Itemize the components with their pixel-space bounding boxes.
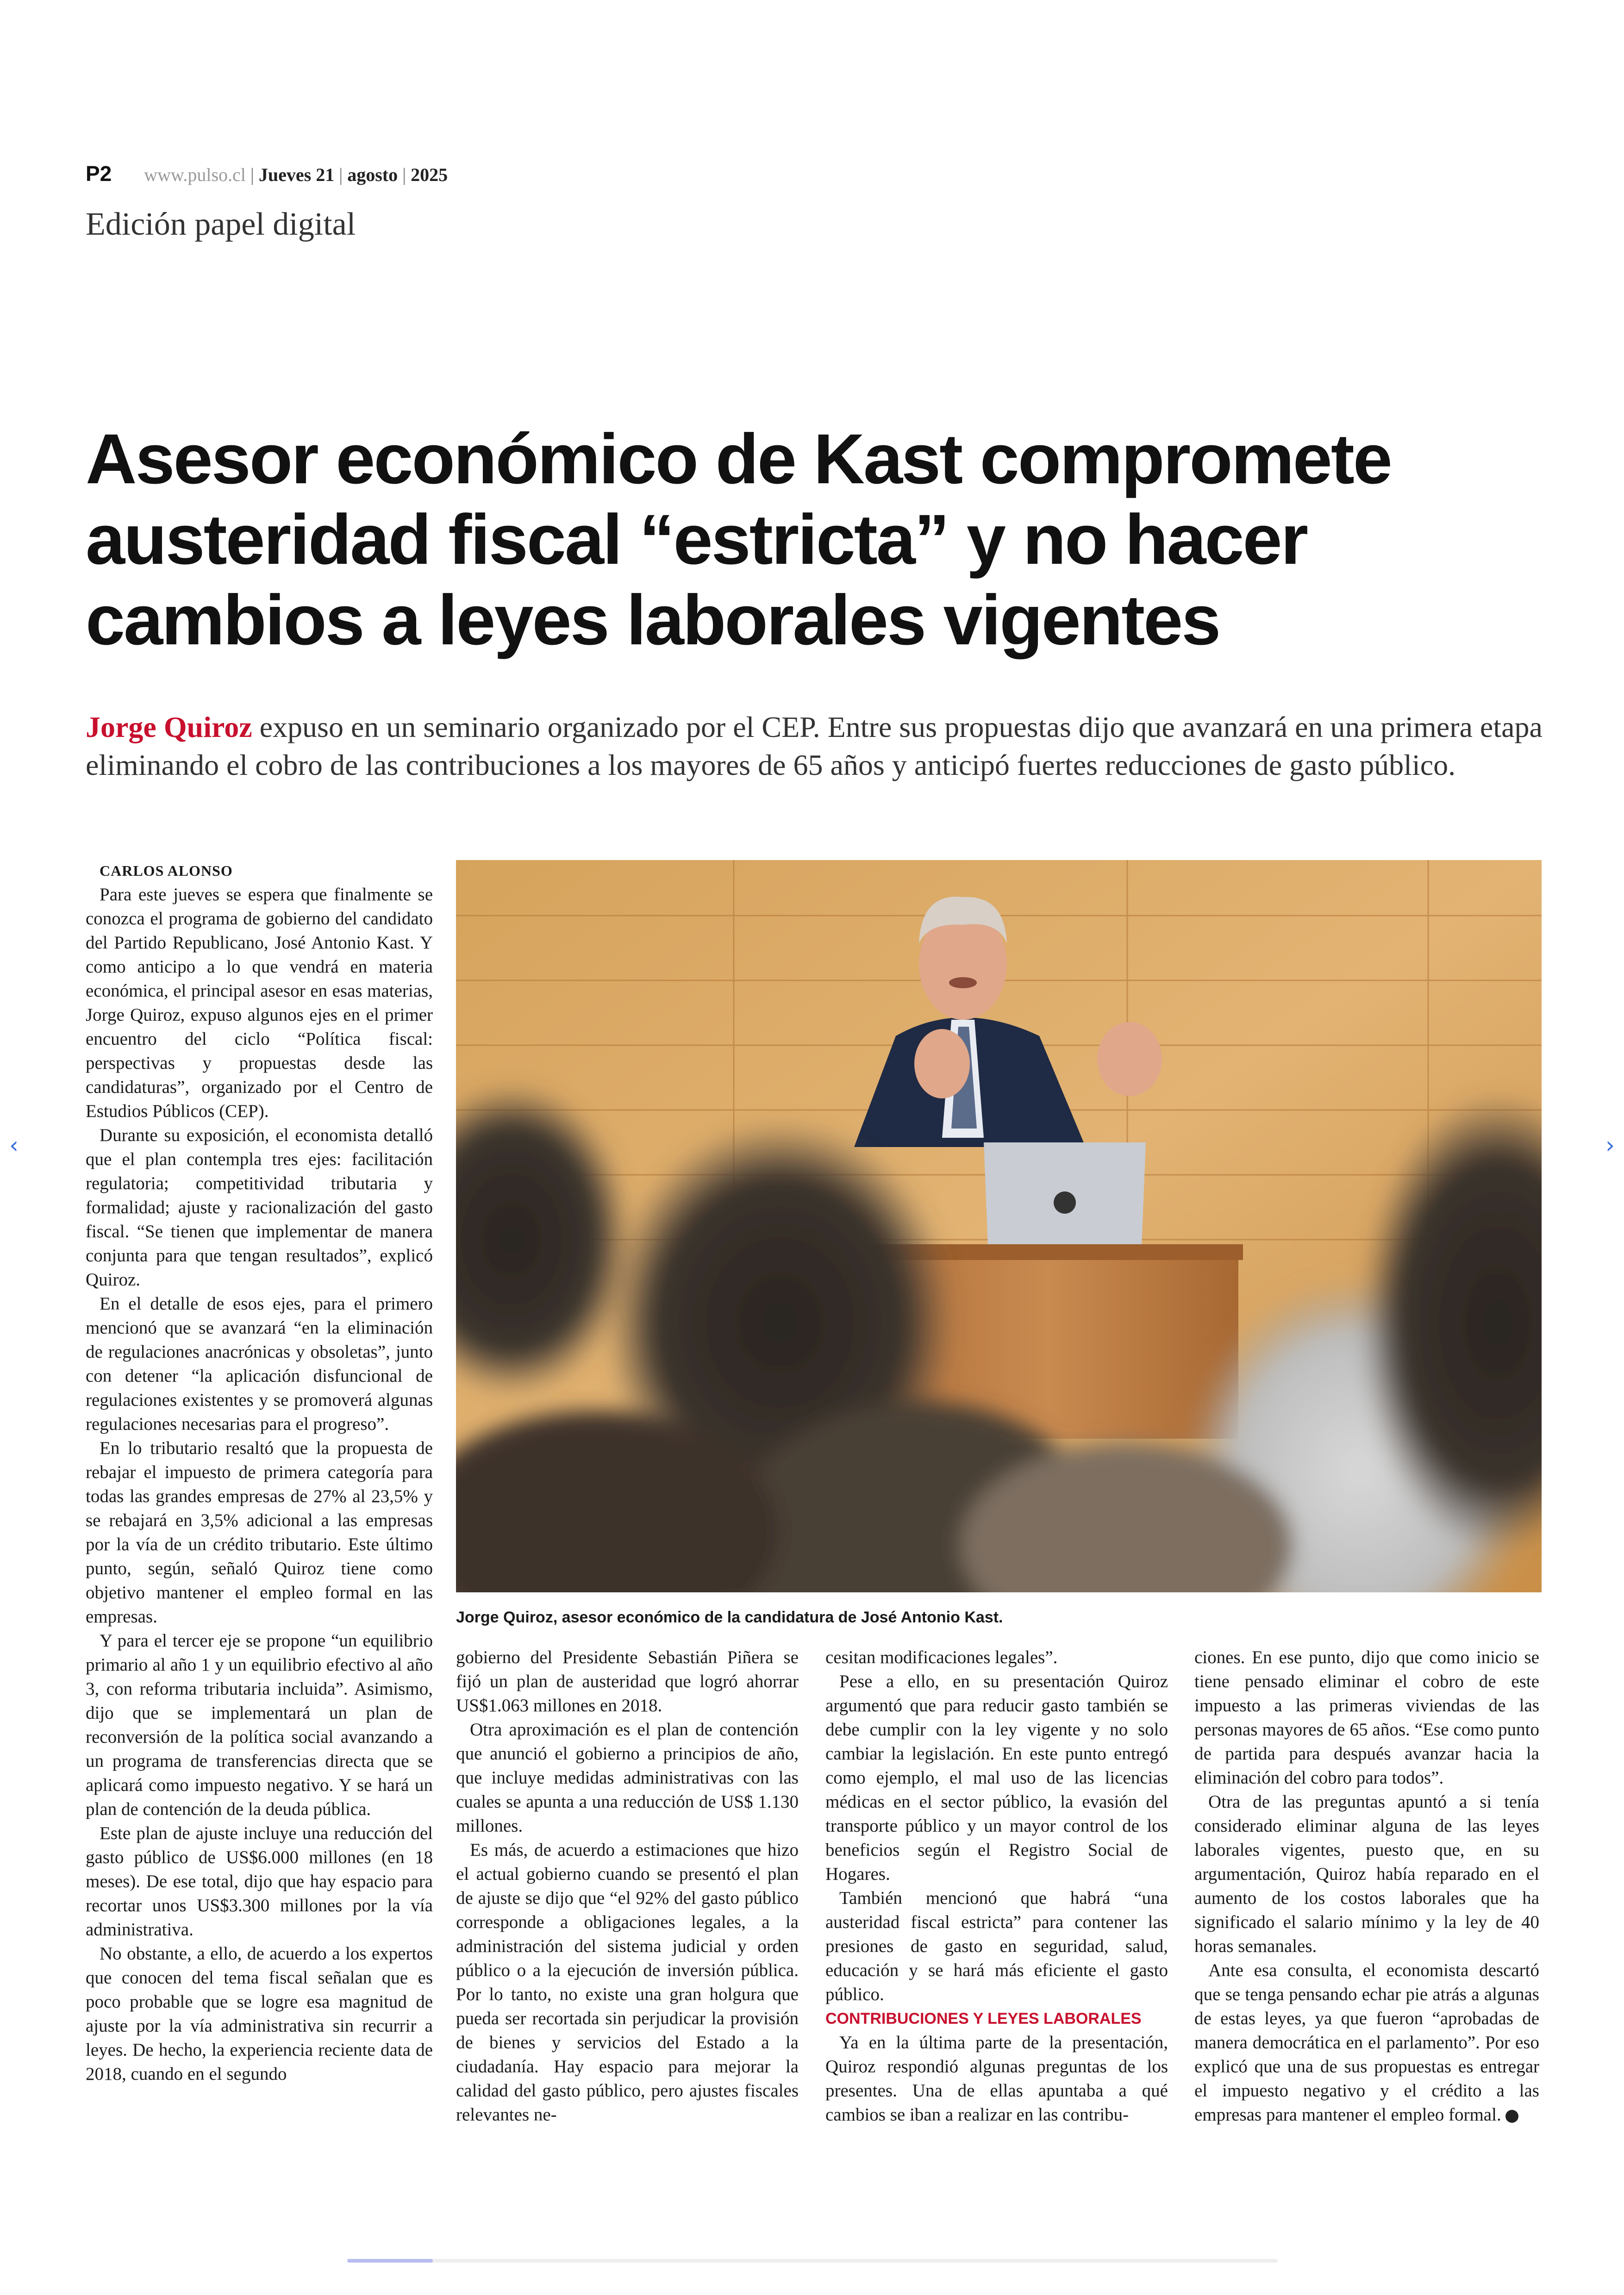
paragraph xyxy=(1194,1958,1539,2127)
section-subhead: CONTRIBUCIONES Y LEYES LABORALES xyxy=(825,2010,1142,2027)
masthead: P2 www.pulso.cl | Jueves 21 | agosto | 2025 xyxy=(86,162,448,186)
paragraph: ciones. En ese punto, dijo que como inicio se tiene pensado eliminar el cobro de este impuesto a las primeras viviendas de las personas mayores de 65 años. “Ese como punto de partida para después avanzar hacia la eliminación del cobro para todos”. xyxy=(1194,1647,1539,1788)
article-column-2 xyxy=(456,1646,799,2127)
article-deck xyxy=(86,708,1553,784)
deck-text: expuso en un seminario organizado por el CEP. Entre sus propuestas dijo que avanzará en una primera etapa eliminando el cobro de las contribuciones a los mayores de 65 años y anticipó fuertes reducciones de gasto público. xyxy=(86,711,1543,781)
paragraph: Otra aproximación es el plan de contención que anunció el gobierno a principios de año, que incluye medidas administrativas con las cuales se apunta a una reducción de US$ 1.130 millones. xyxy=(456,1720,799,1836)
article-photo xyxy=(456,860,1542,1592)
paragraph: Pese a ello, en su presentación Quiroz argumentó que para reducir gasto también se debe cumplir con la ley vigente y no solo cambiar la legislación. En este punto entregó como ejemplo, el mal uso de las licencias médicas en el sector público, la evasión del transporte público y un mayor control de los beneficios según el Registro Social de Hogares. xyxy=(825,1671,1168,1884)
paragraph: También mencionó que habrá “una austeridad fiscal estricta” para contener las presiones de gasto en seguridad, salud, educación y se hará más eficiente el gasto público. xyxy=(825,1888,1168,2004)
chevron-right-icon[interactable]: › xyxy=(1605,1132,1615,1159)
speaker-photo-illustration xyxy=(456,860,1542,1592)
paragraph: Otra de las preguntas apuntó a si tenía considerado eliminar alguna de las leyes laborales vigentes, puesto que, en su argumentación, Quiroz había reparado en el aumento de los costos laborales que ha significado el salario mínimo y la ley de 40 horas semanales. xyxy=(1194,1792,1539,1956)
paragraph: Ya en la última parte de la presentación, Quiroz respondió algunas preguntas de los presentes. Una de ellas apuntaba a qué cambios se iban a realizar en las contribu- xyxy=(825,2033,1168,2125)
paragraph-text: Ante esa consulta, el economista descartó que se tenga pensando echar pie atrás a algunas de estas leyes, ya que fueron “aprobadas de manera democrática en el parlamento”. Por eso explicó que una de sus propuestas es entregar el impuesto negativo y el crédito a las empresas para mantener el empleo formal. xyxy=(1194,1960,1539,2125)
edition-label: Edición papel digital xyxy=(86,206,356,242)
date-weekday: Jueves 21 xyxy=(258,164,335,185)
paragraph: gobierno del Presidente Sebastián Piñera se fijó un plan de austeridad que logró ahorrar US$1.063 millones en 2018. xyxy=(456,1647,799,1715)
article-column-4 xyxy=(1194,1646,1539,2127)
date-month: agosto xyxy=(347,164,398,185)
paragraph: Es más, de acuerdo a estimaciones que hizo el actual gobierno cuando se presentó el plan de ajuste se dijo que “el 92% del gasto público corresponde a obligaciones legales, a la administración del sistema judicial y orden público o a la ejecución de inversión pública. Por lo tanto, no existe una gran holgura que pueda ser recortada sin perjudicar la provisión de bienes y servicios del Estado a la ciudadanía. Hay espacio para mejorar la calidad del gasto público, pero ajustes fiscales relevantes ne- xyxy=(456,1840,799,2125)
article-headline: Asesor económico de Kast compromete austeridad fiscal “estricta” y no hacer cambios a leyes laborales vigentes xyxy=(86,419,1391,660)
photo-caption: Jorge Quiroz, asesor económico de la candidatura de José Antonio Kast. xyxy=(456,1609,1003,1626)
byline: CARLOS ALONSO xyxy=(100,862,233,879)
deck-name: Jorge Quiroz xyxy=(86,711,252,743)
paragraph: Este plan de ajuste incluye una reducción del gasto público de US$6.000 millones (en 18 meses). De ese total, dijo que hay espacio para recortar unos US$3.300 millones por la vía administrativa. xyxy=(86,1823,433,1940)
paragraph: En el detalle de esos ejes, para el primero mencionó que se avanzará “en la eliminación de regulaciones anacrónicas y obsoletas”, junto con detener “la aplicación disfuncional de regulaciones existentes y se promoverá algunas regulaciones necesarias para el progreso”. xyxy=(86,1294,433,1434)
scrollbar-thumb[interactable] xyxy=(347,2259,433,2263)
date-year: 2025 xyxy=(411,164,448,185)
end-of-article-icon: P xyxy=(1505,2110,1518,2123)
paragraph: No obstante, a ello, de acuerdo a los expertos que conocen del tema fiscal señalan que es poco probable que se logre esa magnitud de ajuste por la vía administrativa sin recurrir a leyes. De hecho, la experiencia reciente data de 2018, cuando en el segundo xyxy=(86,1944,433,2084)
paragraph: cesitan modificaciones legales”. xyxy=(825,1647,1058,1667)
site-url[interactable]: www.pulso.cl xyxy=(144,164,246,185)
page-scrollbar[interactable] xyxy=(347,2259,1278,2263)
page-number: P2 xyxy=(86,162,112,186)
paragraph: Para este jueves se espera que finalmente se conozca el programa de gobierno del candidato del Partido Republicano, José Antonio Kast. Y como anticipo a lo que vendrá en materia económica, el principal asesor en esas materias, Jorge Quiroz, expuso algunos ejes en el primer encuentro del ciclo “Política fiscal: perspectivas y propuestas desde las candidaturas”, organizado por el Centro de Estudios Públicos (CEP). xyxy=(86,885,433,1121)
paragraph: Y para el tercer eje se propone “un equilibrio primario al año 1 y un equilibrio efectivo al año 3, con reforma tributaria incluida”. Asimismo, dijo que se implementará un plan de reconversión de la política social avanzando a un programa de transferencias directa que se aplicará como impuesto negativo. Y se hará un plan de contención de la deuda pública. xyxy=(86,1631,433,1819)
article-column-1 xyxy=(86,859,433,2086)
article-column-3 xyxy=(825,1646,1168,2127)
paragraph: En lo tributario resaltó que la propuesta de rebajar el impuesto de primera categoría para todas las grandes empresas de 27% al 23,5% y se rebajará en 3,5% adicional a las empresas por la vía de un crédito tributario. Este último punto, según, señaló Quiroz tiene como objetivo mantener el empleo formal en las empresas. xyxy=(86,1438,433,1627)
paragraph: Durante su exposición, el economista detalló que el plan contempla tres ejes: facilitación regulatoria; competitividad tributaria y formalidad; ajuste y racionalización del gasto fiscal. “Se tienen que implementar de manera conjunta para que tengan resultados”, explicó Quiroz. xyxy=(86,1125,433,1290)
chevron-left-icon[interactable]: ‹ xyxy=(9,1132,19,1159)
